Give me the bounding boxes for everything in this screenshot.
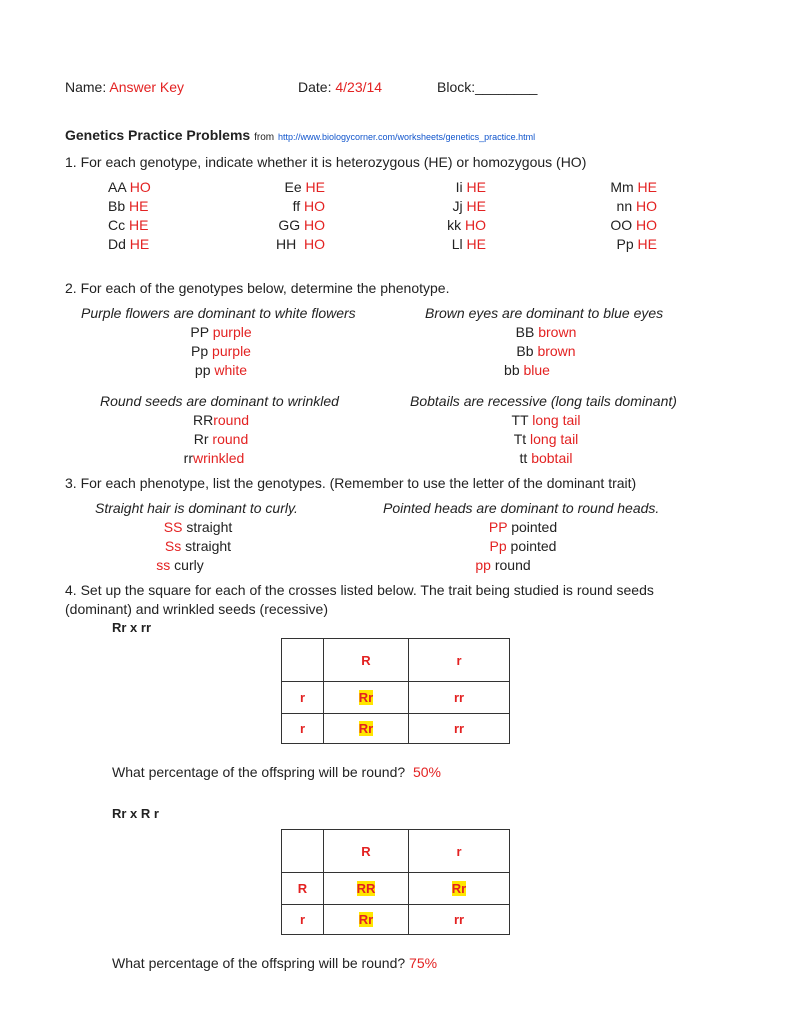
list-item: AA HO: [108, 179, 151, 195]
cross-2-question-line: What percentage of the offspring will be round? 75%: [112, 955, 438, 971]
list-item: RRround: [192, 412, 250, 428]
list-item: kk HO: [447, 217, 486, 233]
header-cell: R: [324, 830, 409, 873]
list-item: ss curly: [156, 557, 204, 573]
list-item: pp round: [475, 557, 531, 573]
block-label: Block:________: [437, 79, 538, 95]
offspring-cell: RR: [324, 873, 409, 905]
cross-1-label: Rr x rr: [112, 620, 152, 635]
list-item: SS straight: [163, 519, 233, 535]
list-item: PP pointed: [488, 519, 558, 535]
list-item: nn HO: [616, 198, 657, 214]
side-cell: r: [282, 714, 324, 744]
cross-1-answer: 50%: [412, 764, 441, 780]
list-item: rrwrinkled: [183, 450, 245, 466]
date-value: 4/23/14: [335, 79, 383, 95]
offspring-cell: rr: [409, 905, 510, 935]
q2-heading: Round seeds are dominant to wrinkled: [100, 393, 339, 409]
q4-prompt-line2: (dominant) and wrinkled seeds (recessive): [65, 601, 328, 617]
side-cell: r: [282, 682, 324, 714]
side-cell: R: [282, 873, 324, 905]
q2-heading: Bobtails are recessive (long tails dominant): [410, 393, 677, 409]
q3-heading: Pointed heads are dominant to round heads.: [383, 500, 660, 516]
cross-2-answer: 75%: [409, 955, 438, 971]
offspring-cell: Rr: [324, 905, 409, 935]
list-item: Pp pointed: [489, 538, 557, 554]
list-item: Pp purple: [191, 343, 251, 359]
q1-prompt: 1. For each genotype, indicate whether it is heterozygous (HE) or homozygous (HO): [65, 154, 587, 170]
q3-heading: Straight hair is dominant to curly.: [95, 500, 298, 516]
name-label: Name:: [65, 79, 107, 95]
list-item: Cc HE: [108, 217, 149, 233]
list-item: Mm HE: [610, 179, 657, 195]
offspring-cell: Rr: [409, 873, 510, 905]
title-main: Genetics Practice Problems: [65, 127, 251, 143]
name-line: [65, 80, 184, 94]
list-item: tt bobtail: [519, 450, 573, 466]
page-title: [65, 128, 535, 143]
list-item: HH HO: [275, 236, 325, 252]
list-item: Rr round: [193, 431, 249, 447]
offspring-cell: Rr: [324, 682, 409, 714]
list-item: Pp HE: [616, 236, 657, 252]
list-item: BB brown: [515, 324, 577, 340]
cross-1-question-line: What percentage of the offspring will be round? 50%: [112, 764, 441, 780]
list-item: Ii HE: [455, 179, 486, 195]
header-cell: r: [409, 639, 510, 682]
q2-heading: Purple flowers are dominant to white flowers: [81, 305, 356, 321]
side-cell: r: [282, 905, 324, 935]
source-link[interactable]: http://www.biologycorner.com/worksheets/genetics_practice.html: [277, 132, 536, 142]
q2-heading: Brown eyes are dominant to blue eyes: [425, 305, 664, 321]
punnett-square-1: [281, 638, 510, 744]
offspring-cell: rr: [409, 682, 510, 714]
list-item: Tt long tail: [513, 431, 579, 447]
punnett-square-2: [281, 829, 510, 935]
header-cell: r: [409, 830, 510, 873]
date-label: Date:: [298, 79, 332, 95]
list-item: pp white: [194, 362, 248, 378]
corner-cell: [282, 830, 324, 873]
list-item: Ss straight: [164, 538, 232, 554]
list-item: TT long tail: [511, 412, 581, 428]
list-item: bb blue: [504, 362, 550, 378]
list-item: Ee HE: [284, 179, 325, 195]
list-item: Dd HE: [108, 236, 150, 252]
date-line: [298, 80, 382, 94]
list-item: Bb brown: [516, 343, 576, 359]
list-item: OO HO: [610, 217, 657, 233]
name-value: Answer Key: [109, 79, 185, 95]
offspring-cell: Rr: [324, 714, 409, 744]
list-item: Jj HE: [452, 198, 486, 214]
list-item: ff HO: [292, 198, 325, 214]
q4-prompt-line1: 4. Set up the square for each of the crosses listed below. The trait being studied is round seeds: [65, 582, 654, 598]
list-item: GG HO: [278, 217, 325, 233]
q2-prompt: 2. For each of the genotypes below, determine the phenotype.: [65, 280, 450, 296]
offspring-cell: rr: [409, 714, 510, 744]
list-item: Bb HE: [108, 198, 149, 214]
from-label: from: [254, 132, 275, 143]
header-cell: R: [324, 639, 409, 682]
cross-2-label: Rr x R r: [112, 806, 159, 821]
q3-prompt: 3. For each phenotype, list the genotypes. (Remember to use the letter of the dominant trait): [65, 475, 637, 491]
corner-cell: [282, 639, 324, 682]
list-item: Ll HE: [451, 236, 486, 252]
list-item: PP purple: [190, 324, 252, 340]
